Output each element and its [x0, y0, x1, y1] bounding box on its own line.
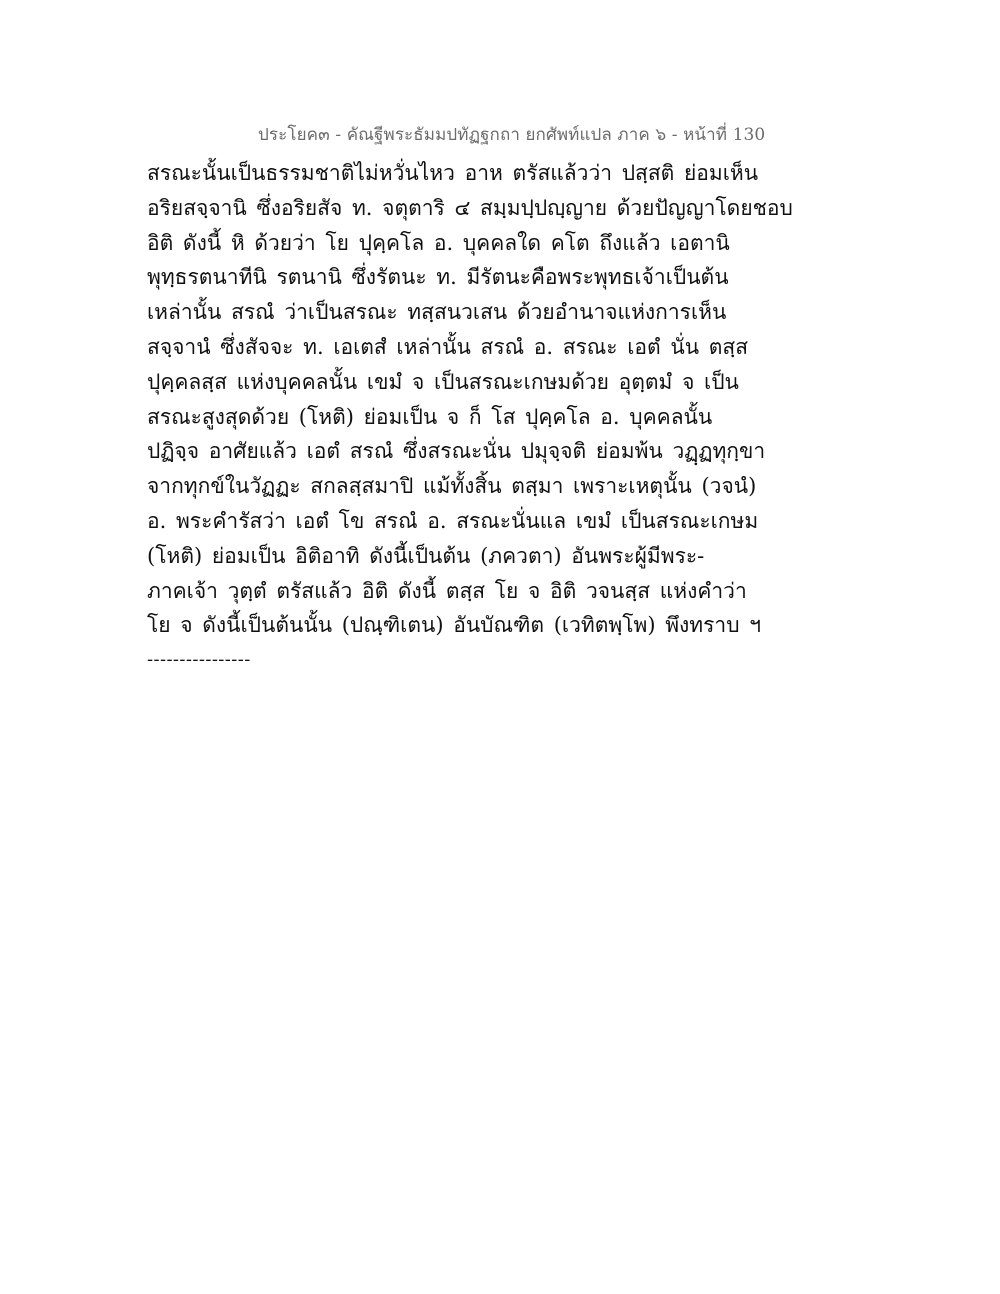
text-line: ปฏิจฺจ อาศัยแล้ว เอตํ สรณํ ซึ่งสรณะนั่น ปมุจฺจติ ย่อมพ้น วฏฺฏทุกฺขา — [147, 439, 766, 464]
body-text — [147, 156, 867, 678]
text-line: อ. พระคำรัสว่า เอตํ โข สรณํ อ. สรณะนั่นแล เขมํ เป็นสรณะเกษม — [147, 508, 759, 533]
text-line: อริยสจฺจานิ ซึ่งอริยสัจ ท. จตุตาริ ๔ สมฺมปฺปญฺญาย ด้วยปัญญาโดยชอบ — [147, 195, 793, 220]
text-line: สรณะสูงสุดด้วย (โหติ) ย่อมเป็น จ ก็ โส ปุคฺคโล อ. บุคคลนั้น — [147, 404, 713, 429]
text-line: สจฺจานํ ซึ่งสัจจะ ท. เอเตสํ เหล่านั้น สรณํ อ. สรณะ เอตํ นั่น ตสฺส — [147, 334, 749, 359]
text-line: จากทุกข์ในวัฏฏะ สกลสฺสมาปิ แม้ทั้งสิ้น ตสฺมา เพราะเหตุนั้น (วจนํ) — [147, 474, 757, 499]
page-header: ประโยค๓ - คัณฐีพระธัมมปทัฏฐกถา ยกศัพท์แปล ภาค ๖ - หน้าที่ 130 — [258, 125, 766, 145]
section-separator: ---------------- — [147, 649, 251, 671]
text-line: พุทฺธรตนาทีนิ รตนานิ ซึ่งรัตนะ ท. มีรัตนะคือพระพุทธเจ้าเป็นต้น — [147, 265, 729, 290]
text-line: อิติ ดังนี้ หิ ด้วยว่า โย ปุคฺคโล อ. บุคคลใด คโต ถึงแล้ว เอตานิ — [147, 230, 730, 255]
text-line: ภาคเจ้า วุตฺตํ ตรัสแล้ว อิติ ดังนี้ ตสฺส โย จ อิติ วจนสฺส แห่งคำว่า — [147, 578, 747, 603]
text-line: สรณะนั้นเป็นธรรมชาติไม่หวั่นไหว อาห ตรัสแล้วว่า ปสฺสติ ย่อมเห็น — [147, 161, 759, 185]
text-line: โย จ ดังนี้เป็นต้นนั้น (ปณฺฑิเตน) อันบัณฑิต (เวทิตพฺโพ) พึงทราบ ฯ — [147, 613, 762, 638]
text-line: เหล่านั้น สรณํ ว่าเป็นสรณะ ทสฺสนวเสน ด้วยอำนาจแห่งการเห็น — [147, 300, 727, 325]
text-line: ปุคฺคลสฺส แห่งบุคคลนั้น เขมํ จ เป็นสรณะเกษมด้วย อุตฺตมํ จ เป็น — [147, 369, 739, 394]
text-line: (โหติ) ย่อมเป็น อิติอาทิ ดังนี้เป็นต้น (ภควตา) อันพระผู้มีพระ- — [147, 543, 705, 568]
